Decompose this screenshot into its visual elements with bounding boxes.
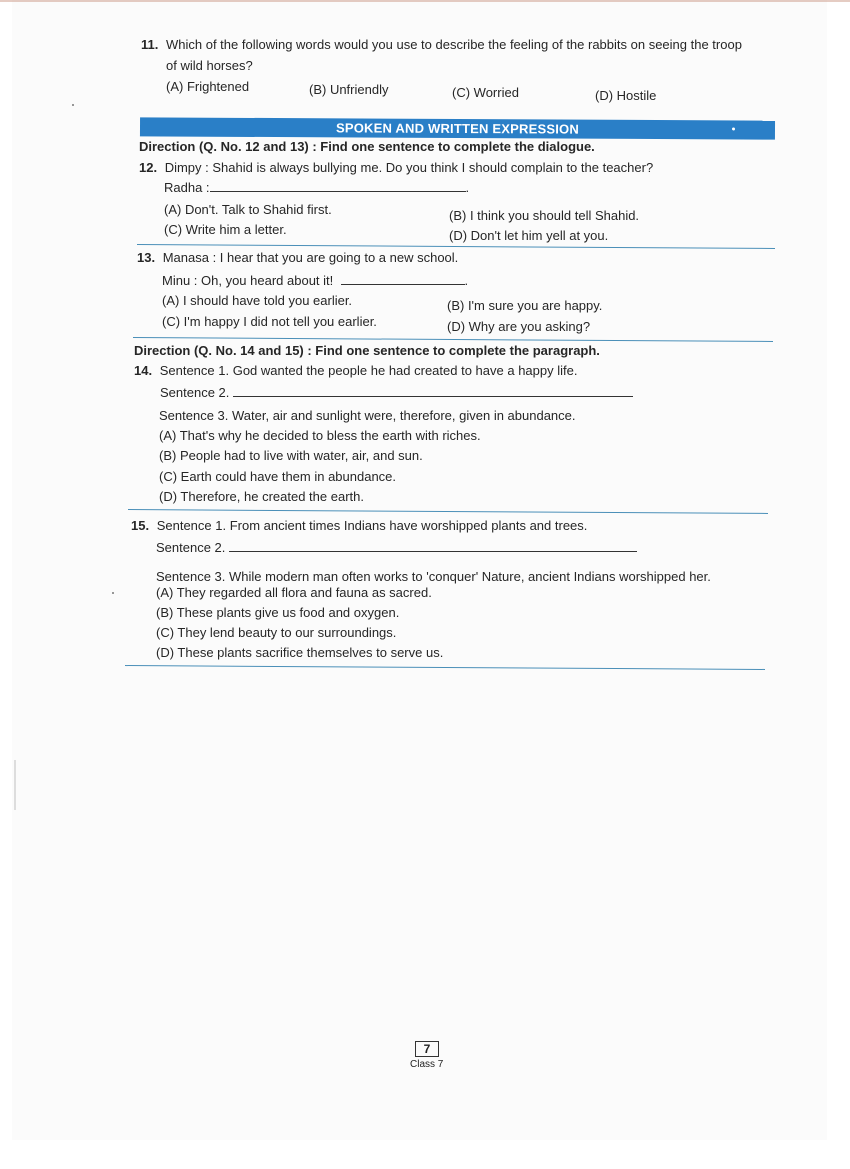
- q15-option-c[interactable]: (C) They lend beauty to our surroundings.: [156, 625, 397, 640]
- q15-option-d[interactable]: (D) These plants sacrifice themselves to serve us.: [156, 645, 444, 660]
- q15-sentence-1-text: Sentence 1. From ancient times Indians have worshipped plants and trees.: [156, 518, 588, 533]
- q13-question: [137, 250, 458, 266]
- q13-answer-line: [162, 273, 468, 289]
- q14-sentence-2-label: Sentence 2.: [160, 385, 230, 400]
- q15-option-a[interactable]: (A) They regarded all flora and fauna as sacred.: [156, 585, 432, 600]
- q11-question: [141, 37, 742, 53]
- q12-option-c[interactable]: (C) Write him a letter.: [164, 222, 287, 237]
- class-label: Class 7: [410, 1059, 444, 1070]
- q14-answer-blank[interactable]: [233, 386, 633, 397]
- section-banner: [140, 117, 775, 139]
- q15-sentence-1: [131, 518, 587, 534]
- q12-speaker: Radha :: [164, 180, 210, 195]
- q13-text-line1: Manasa : I hear that you are going to a new school.: [162, 250, 459, 265]
- q15-sentence-2: [156, 540, 637, 556]
- q12-text-line1: Dimpy : Shahid is always bullying me. Do you think I should complain to the teacher?: [164, 160, 654, 175]
- q11-option-c[interactable]: (C) Worried: [452, 85, 519, 100]
- margin-mark: [14, 760, 16, 810]
- q12-number: 12.: [139, 160, 158, 175]
- q12-option-a[interactable]: (A) Don't. Talk to Shahid first.: [164, 202, 332, 217]
- banner-dot: [732, 127, 735, 130]
- q13-option-b[interactable]: (B) I'm sure you are happy.: [447, 298, 603, 313]
- q15-number: 15.: [131, 518, 150, 533]
- q11-text-line1: Which of the following words would you use to describe the feeling of the rabbits on seeing the troop: [165, 37, 742, 52]
- q14-option-b[interactable]: (B) People had to live with water, air, and sun.: [159, 448, 423, 463]
- q11-option-a[interactable]: (A) Frightened: [166, 79, 250, 94]
- q15-sentence-3: Sentence 3. While modern man often works to 'conquer' Nature, ancient Indians worshipped her.: [156, 569, 711, 584]
- q15-answer-blank[interactable]: [229, 541, 637, 552]
- q14-option-d[interactable]: (D) Therefore, he created the earth.: [159, 489, 364, 504]
- q11-option-b[interactable]: (B) Unfriendly: [309, 82, 389, 97]
- q14-number: 14.: [134, 363, 153, 378]
- q12-answer-line: [164, 180, 469, 196]
- section-banner-title: SPOKEN AND WRITTEN EXPRESSION: [335, 120, 580, 137]
- q15-option-b[interactable]: (B) These plants give us food and oxygen.: [156, 605, 400, 620]
- q14-option-a[interactable]: (A) That's why he decided to bless the earth with riches.: [159, 428, 481, 443]
- q12-blank-period: .: [465, 180, 470, 195]
- q11-text-line2: of wild horses?: [166, 58, 253, 73]
- q13-number: 13.: [137, 250, 156, 265]
- q13-option-d[interactable]: (D) Why are you asking?: [447, 319, 591, 334]
- q13-speaker: Minu : Oh, you heard about it!: [162, 273, 334, 288]
- page-number: 7: [415, 1041, 439, 1057]
- scan-speck: [112, 592, 114, 594]
- q14-sentence-1-text: Sentence 1. God wanted the people he had created to have a happy life.: [159, 363, 578, 378]
- q12-question: [139, 160, 653, 176]
- q11-number: 11.: [141, 37, 159, 52]
- q14-option-c[interactable]: (C) Earth could have them in abundance.: [159, 469, 397, 484]
- q11-option-d[interactable]: (D) Hostile: [595, 88, 657, 103]
- q13-answer-blank[interactable]: [341, 274, 465, 285]
- q15-sentence-2-label: Sentence 2.: [156, 540, 226, 555]
- q12-answer-blank[interactable]: [210, 181, 466, 192]
- q13-option-c[interactable]: (C) I'm happy I did not tell you earlier.: [162, 314, 377, 329]
- q12-option-b[interactable]: (B) I think you should tell Shahid.: [449, 208, 640, 223]
- direction-14-15: Direction (Q. No. 14 and 15) : Find one sentence to complete the paragraph.: [134, 343, 600, 358]
- direction-12-13: Direction (Q. No. 12 and 13) : Find one sentence to complete the dialogue.: [139, 139, 595, 154]
- q14-sentence-3: Sentence 3. Water, air and sunlight were, therefore, given in abundance.: [159, 408, 576, 423]
- q13-option-a[interactable]: (A) I should have told you earlier.: [162, 293, 353, 308]
- q14-sentence-1: [134, 363, 577, 379]
- scan-speck: [72, 104, 74, 106]
- q14-sentence-2: [160, 385, 633, 401]
- q13-blank-period: .: [464, 273, 469, 288]
- scan-edge: [0, 0, 850, 2]
- q12-option-d[interactable]: (D) Don't let him yell at you.: [449, 228, 609, 243]
